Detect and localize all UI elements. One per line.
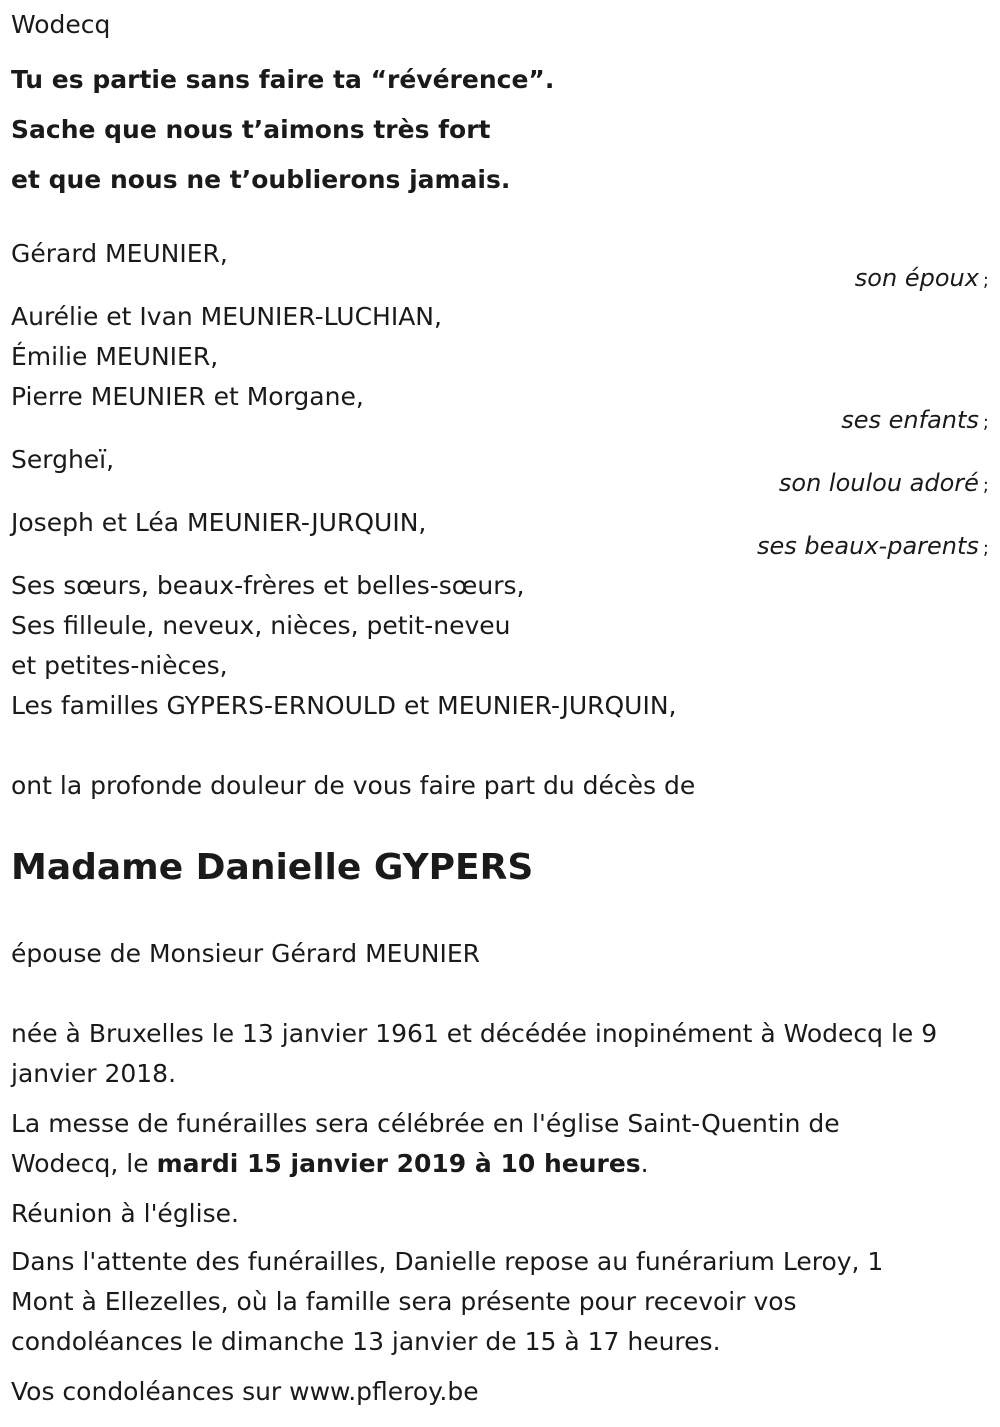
role-separator: ; xyxy=(982,412,989,433)
funeral-prefix: Wodecq, le xyxy=(11,1149,157,1178)
condolences-info xyxy=(11,1372,986,1412)
role-label: ses beaux-parents xyxy=(757,532,979,560)
birth-death-line: née à Bruxelles le 13 janvier 1961 et décédée inopinément à Wodecq le 9 xyxy=(11,1019,938,1048)
family-name: Joseph et Léa MEUNIER-JURQUIN, xyxy=(11,508,427,537)
funeral-info xyxy=(11,1104,986,1184)
funeral-line: La messe de funérailles sera célébrée en l'église Saint-Quentin de xyxy=(11,1109,840,1138)
meeting-text: Réunion à l'église. xyxy=(11,1199,239,1228)
family-role-children xyxy=(841,405,989,438)
family-role-pet xyxy=(779,468,989,501)
spouse-of-text: épouse de Monsieur Gérard MEUNIER xyxy=(11,939,480,968)
role-label: son loulou adoré xyxy=(778,469,979,497)
family-spouse xyxy=(11,234,991,274)
poem-line: et que nous ne t’oublierons jamais. xyxy=(11,165,511,194)
visitation-info xyxy=(11,1242,986,1362)
family-name: Gérard MEUNIER, xyxy=(11,239,228,268)
role-separator: ; xyxy=(982,475,989,496)
birth-death-line: janvier 2018. xyxy=(11,1059,177,1088)
family-name: Pierre MEUNIER et Morgane, xyxy=(11,382,364,411)
family-name: Les familles GYPERS-ERNOULD et MEUNIER-JURQUIN, xyxy=(11,691,677,720)
family-name: Émilie MEUNIER, xyxy=(11,342,219,371)
condolences-text: Vos condoléances sur www.pfleroy.be xyxy=(11,1377,479,1406)
family-role-in-laws xyxy=(757,531,989,564)
poem xyxy=(11,55,554,205)
meeting-info xyxy=(11,1194,986,1234)
family-name: Ses filleule, neveux, nièces, petit-neveu xyxy=(11,611,511,640)
funeral-line xyxy=(11,1144,986,1184)
announcement xyxy=(11,766,986,806)
visitation-line: Dans l'attente des funérailles, Danielle repose au funérarium Leroy, 1 xyxy=(11,1247,884,1276)
spouse-of xyxy=(11,934,986,974)
role-separator: ; xyxy=(982,538,989,559)
announcement-text: ont la profonde douleur de vous faire part du décès de xyxy=(11,771,696,800)
funeral-datetime: mardi 15 janvier 2019 à 10 heures xyxy=(156,1149,641,1178)
role-label: ses enfants xyxy=(841,406,979,434)
role-label: son époux xyxy=(854,264,979,292)
location-heading: Wodecq xyxy=(11,10,111,39)
deceased-name: Madame Danielle GYPERS xyxy=(11,847,534,888)
role-separator: ; xyxy=(982,270,989,291)
funeral-suffix: . xyxy=(640,1149,649,1178)
family-name: et petites-nièces, xyxy=(11,651,228,680)
family-name: Ses sœurs, beaux-frères et belles-sœurs, xyxy=(11,571,525,600)
birth-death xyxy=(11,1014,986,1094)
poem-line: Sache que nous t’aimons très fort xyxy=(11,115,491,144)
family-name: Sergheï, xyxy=(11,445,115,474)
poem-line: Tu es partie sans faire ta “révérence”. xyxy=(11,65,555,94)
family-extended xyxy=(11,566,991,726)
family-name: Aurélie et Ivan MEUNIER-LUCHIAN, xyxy=(11,302,442,331)
visitation-line: condoléances le dimanche 13 janvier de 15 à 17 heures. xyxy=(11,1327,721,1356)
visitation-line: Mont à Ellezelles, où la famille sera présente pour recevoir vos xyxy=(11,1287,797,1316)
family-children xyxy=(11,297,991,417)
family-role-spouse xyxy=(855,263,989,296)
